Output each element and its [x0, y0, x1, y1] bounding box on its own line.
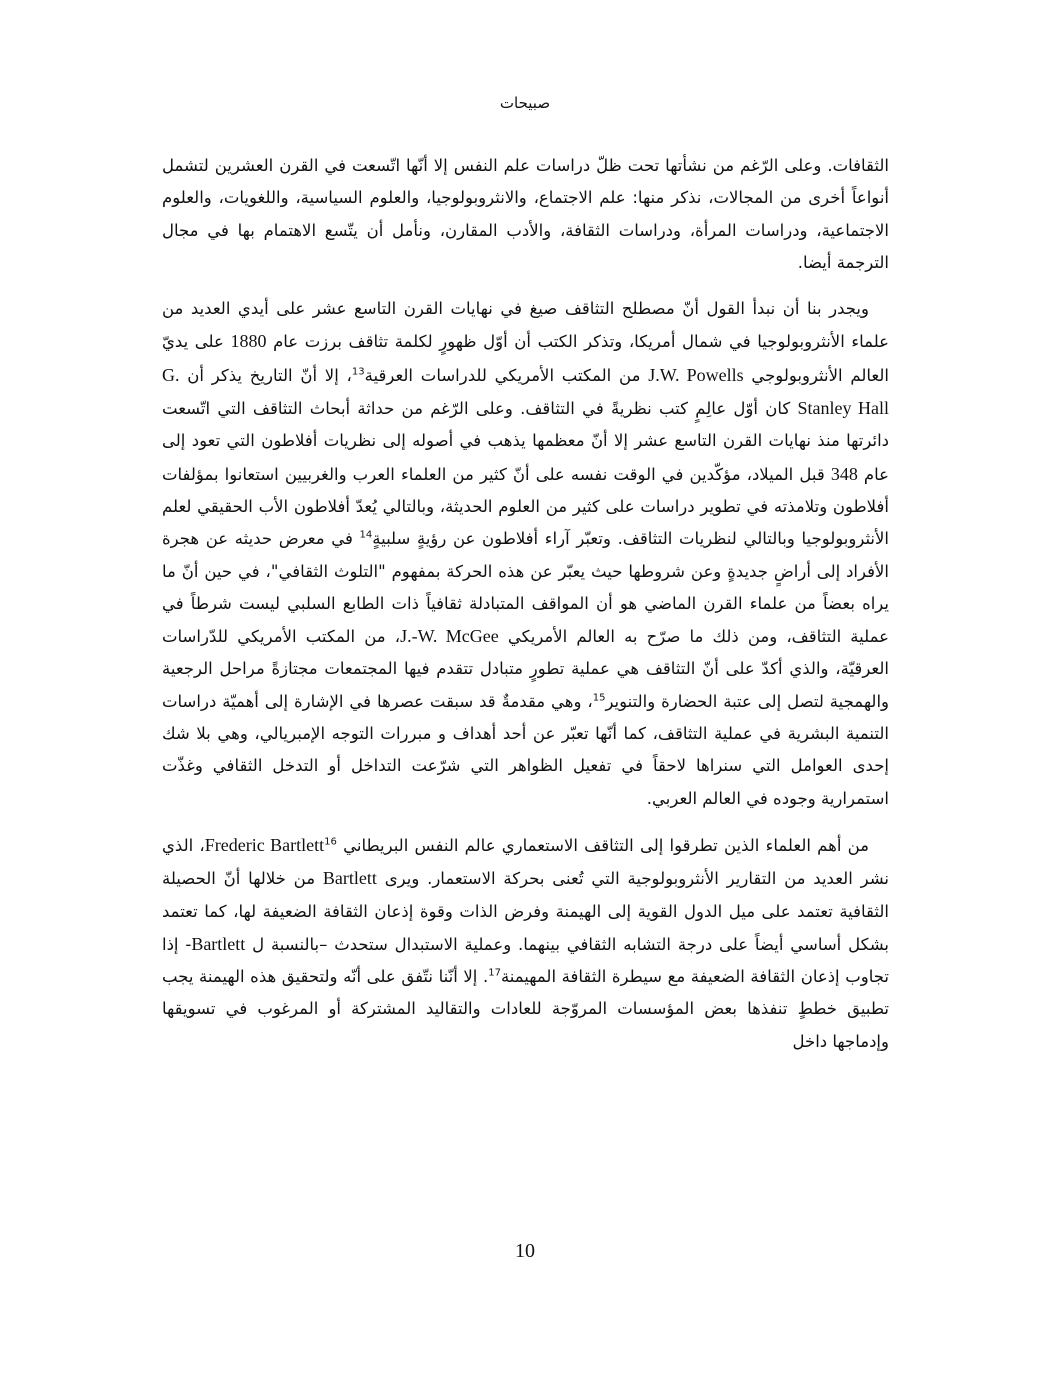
p2-text-8: ، من المكتب الأمريكي للدّراسات العرقيّة، والذي أكدّ على أنّ التثاقف هي عملية تطورٍ متبادل تتقدم فيها المجتمعات مجتازةً مراحل الرجعية والهمجية لتصل إلى عتبة الحضارة والتنوير [162, 627, 889, 711]
name-bartlett-2: Bartlett [191, 933, 246, 954]
footnote-ref-16[interactable]: 16 [324, 836, 337, 848]
p2-text-4: ، إلا أنّ التاريخ يذكر أن [187, 365, 352, 385]
year-348: 348 [830, 463, 858, 484]
name-bartlett-1: Bartlett [322, 868, 377, 889]
page-number: 10 [515, 1240, 535, 1262]
footnote-ref-14[interactable]: 14 [359, 529, 373, 541]
paragraph-1-text: الثقافات. وعلى الرّغم من نشأتها تحت ظلّ دراسات علم النفس إلا أنّها اتّسعت في القرن العشرين لتشمل أنواعاً أخرى من المجالات، نذكر منها: علم الاجتماع، والانثروبولوجيا، والعلوم السياسية، واللغويات، والعلوم الاجتماعية، ودراسات المرأة، ودراسات الثقافة، والأدب المقارن، ونأمل أن يتّسع الاهتمام بها في مجال الترجمة أيضا. [162, 156, 889, 272]
p3-text-3: من خلالها أنّ الحصيلة الثقافية تعتمد على ميل الدول القوية إلى الهيمنة وفرض الذات وقوة إذعان الثقافة الضعيفة لها، كما تعتمد بشكل أساسي أيضاً على درجة التشابه الثقافي بينهما. وعملية الاستبدال ستحدث –بالنسبة ل [162, 869, 890, 954]
name-frederic-bartlett: Frederic Bartlett [204, 834, 325, 855]
p2-text-5: كان أوّل عالِمٍ كتب نظريةً في التثاقف. وعلى الرّغم من حداثة أبحاث التثاقف التي اتّسعت دائرتها منذ نهايات القرن التاسع عشر إلا أنّ معظمها يذهب في أصوله إلى نظريات أفلاطون التي تعود إلى عام [162, 399, 889, 484]
p2-text-9: ، وهي مقدمةٌ قد سبقت عصرها في الإشارة إلى أهميّة دراسات التنمية البشرية في عملية التثاقف، كما أنّها تعبّر عن أحد أهداف و مبررات التوجه الإمبريالي، وهي بلا شك إحدى العوامل التي سنراها لاحقاً في تفعيل الظواهر التي شرّعت التداخل أو التدخل الثقافي وغذّت استمرارية وجوده في العالم العربي. [162, 691, 889, 808]
name-powells: J.W. Powells [648, 364, 744, 385]
name-stanley-hall: G. Stanley Hall [162, 364, 889, 419]
p2-text-7: في معرض حديثه عن هجرة الأفراد إلى أراضٍ جديدةٍ وعن شروطها حيث يعبّر عن هذه الحركة بمفهوم "التلوث الثقافي"، في حين أنّ ما يراه بعضاً من علماء القرن الماضي هو أن المواقف المتبادلة ثقافياً ذات الطابع السلبي ليست شرطاً في عملية التثاقف، ومن ذلك ما صرّح به العالم الأمريكي [162, 529, 889, 647]
p3-text-4: - إذا تجاوب إذعان الثقافة الضعيفة مع سيطرة الثقافة المهيمنة [162, 934, 889, 987]
p3-text-2: ، الذي نشر العديد من التقارير الأنثروبولوجية التي تُعنى بحركة الاستعمار. ويرى [162, 835, 890, 889]
paragraph-2 [162, 293, 889, 815]
p2-text-6: قبل الميلاد، مؤكّدين في الوقت نفسه على أنّ كثير من العلماء العرب والغربيين استعانوا بمؤلفات أفلاطون وتلامذته في تطوير دراسات على كثير من العلوم الحديثة، وبالتالي يُعدّ أفلاطون الأب الحقيقي لعلم الأنثروبولوجيا وبالتالي لنظريات التثاقف. وتعبّر آراء أفلاطون عن رؤيةٍ سلبيةٍ [162, 464, 890, 549]
footnote-ref-13[interactable]: 13 [351, 366, 365, 378]
name-mcgee: J.-W. McGee [400, 626, 499, 647]
paragraph-1 [162, 150, 889, 279]
footnote-ref-17[interactable]: 17 [488, 967, 501, 979]
p2-text-3: من المكتب الأمريكي للدراسات العرقية [364, 365, 641, 385]
p2-text-1: ويجدر بنا أن نبدأ القول أنّ مصطلح التثاقف صيغ في نهايات القرن التاسع عشر على أيدي العديد من علماء الأنثروبولوجيا في شمال أمريكا، وتذكر الكتب أن أوّل ظهورٍ لكلمة تثاقف برزت عام [162, 299, 890, 352]
footnote-ref-15[interactable]: 15 [592, 692, 606, 704]
paragraph-3 [162, 829, 889, 1058]
year-1880: 1880 [230, 331, 267, 352]
body-text [162, 150, 889, 1072]
p2-text-2: على يديّ العالم الأنثروبولوجي [162, 332, 889, 385]
running-head: صبيحات [499, 94, 551, 112]
p3-text-5: . إلا أنّنا نتّفق على أنّه ولتحقيق هذه الهيمنة يجب تطبيق خططٍ تنفذها بعض المؤسسات المروّجة للعادات والتقاليد المشتركة أو المرغوب في تسويقها وإدماجها داخل [162, 967, 889, 1051]
p3-text-1: من أهم العلماء الذين تطرقوا إلى التثاقف الاستعماري عالم النفس البريطاني [343, 835, 870, 855]
